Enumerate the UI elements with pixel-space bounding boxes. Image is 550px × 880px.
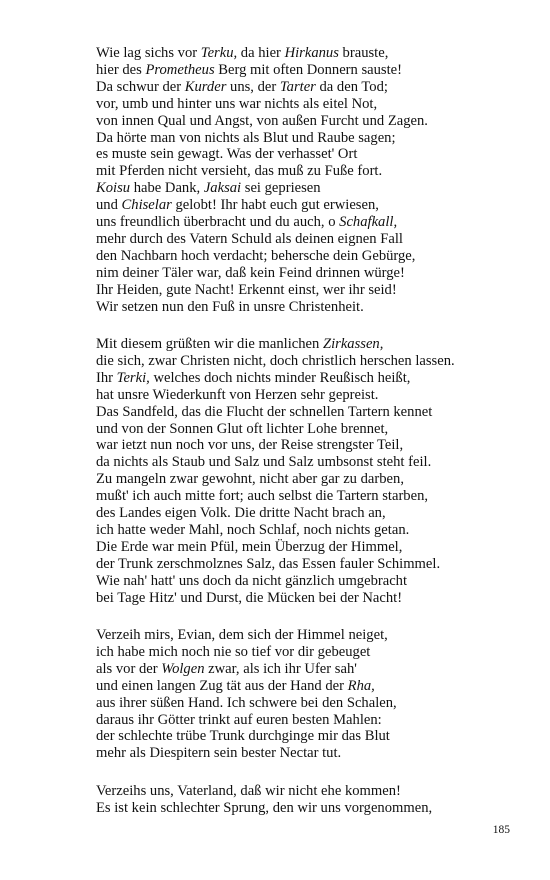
italic-name: Chiselar: [121, 197, 172, 214]
verse-line: [96, 539, 516, 556]
verse-text: mehr als Diespitern sein bester Nectar tut.: [96, 745, 342, 762]
verse-line: [96, 556, 516, 573]
verse-text: Ihr Heiden, gute Nacht! Erkennt einst, wer ihr seid!: [96, 281, 397, 298]
verse-text: ich hatte weder Mahl, noch Schlaf, noch nichts getan.: [96, 521, 410, 538]
verse-text: mit Pferden nicht versieht, das muß zu Fuße fort.: [96, 163, 383, 180]
verse-line: [96, 712, 516, 729]
verse-line: [96, 573, 516, 590]
verse-line: [96, 282, 516, 299]
italic-name: Zirkassen,: [322, 336, 384, 352]
verse-text: von innen Qual und Angst, von außen Furcht und Zagen.: [96, 112, 428, 129]
verse-line: [96, 488, 516, 505]
verse-text: brauste,: [338, 45, 389, 61]
verse-text: daraus ihr Götter trinkt auf euren besten Mahlen:: [96, 711, 382, 728]
italic-name: Terku,: [200, 45, 238, 61]
verse-line: [96, 130, 516, 147]
verse-line: [96, 454, 516, 471]
verse-line: [96, 800, 516, 817]
verse-line: [96, 590, 516, 607]
italic-name: Terki,: [116, 369, 150, 386]
verse-line: [96, 421, 516, 438]
stanza: [96, 45, 516, 316]
verse-text: da den Tod;: [315, 78, 388, 95]
verse-line: [96, 627, 516, 644]
italic-name: Prometheus: [145, 61, 215, 78]
verse-line: [96, 522, 516, 539]
verse-text: gelobt! Ihr habt euch gut erwiesen,: [171, 197, 379, 214]
verse-line: [96, 336, 516, 353]
verse-line: [96, 214, 516, 231]
verse-text: mußt' ich auch mitte fort; auch selbst die Tartern starben,: [96, 488, 429, 505]
verse-line: [96, 644, 516, 661]
verse-text: den Nachbarn hoch verdacht; behersche dein Gebürge,: [96, 247, 416, 264]
verse-line: [96, 299, 516, 316]
verse-text: uns, der: [226, 78, 280, 95]
verse-text: Die Erde war mein Pfül, mein Überzug der Himmel,: [96, 538, 403, 555]
verse-text: aus ihrer süßen Hand. Ich schwere bei den Schalen,: [96, 694, 397, 711]
verse-text: Wir setzen nun den Fuß in unsre Christenheit.: [96, 298, 364, 315]
stanza: [96, 627, 516, 762]
poem-text: [96, 45, 516, 837]
italic-name: Tarter: [279, 78, 316, 95]
verse-line: [96, 505, 516, 522]
verse-line: [96, 248, 516, 265]
verse-line: [96, 745, 516, 762]
verse-line: [96, 163, 516, 180]
verse-text: uns freundlich überbracht und du auch, o: [96, 214, 340, 231]
verse-line: [96, 387, 516, 404]
page-number: 185: [492, 824, 510, 836]
verse-line: [96, 180, 516, 197]
verse-line: [96, 146, 516, 163]
verse-text: es muste sein gewagt. Was der verhasset' Ort: [96, 146, 358, 163]
verse-line: [96, 113, 516, 130]
stanza: [96, 783, 516, 817]
verse-text: Berg mit often Donnern sauste!: [214, 61, 403, 78]
verse-line: [96, 661, 516, 678]
verse-line: [96, 437, 516, 454]
verse-text: nim deiner Täler war, daß kein Feind drinnen würge!: [96, 264, 405, 281]
verse-text: die sich, zwar Christen nicht, doch christlich herschen lassen.: [96, 352, 455, 369]
verse-text: des Landes eigen Volk. Die dritte Nacht brach an,: [96, 505, 386, 522]
verse-line: [96, 353, 516, 370]
verse-line: [96, 695, 516, 712]
verse-text: Verzeih mirs, Evian, dem sich der Himmel neiget,: [96, 627, 388, 643]
verse-text: Da schwur der: [96, 78, 185, 95]
verse-text: Ihr: [96, 369, 117, 386]
verse-text: ich habe mich noch nie so tief vor dir gebeuget: [96, 643, 371, 660]
verse-line: [96, 96, 516, 113]
verse-line: [96, 231, 516, 248]
verse-line: [96, 197, 516, 214]
verse-text: da hier: [237, 45, 285, 61]
verse-line: [96, 404, 516, 421]
italic-name: Schafkall,: [339, 214, 398, 231]
verse-text: der Trunk zerschmolznes Salz, das Essen fauler Schimmel.: [96, 555, 441, 572]
verse-text: habe Dank,: [130, 180, 204, 197]
verse-line: [96, 471, 516, 488]
italic-name: Hirkanus: [284, 45, 339, 61]
verse-line: [96, 79, 516, 96]
verse-text: und: [96, 197, 122, 214]
italic-name: Rha,: [347, 677, 375, 694]
verse-text: bei Tage Hitz' und Durst, die Mücken bei der Nacht!: [96, 589, 403, 606]
verse-text: als vor der: [96, 660, 162, 677]
verse-line: [96, 678, 516, 695]
verse-text: Zu mangeln zwar gewohnt, nicht aber gar zu darben,: [96, 471, 404, 488]
stanza: [96, 336, 516, 607]
verse-text: hier des: [96, 61, 146, 78]
verse-text: und von der Sonnen Glut oft lichter Lohe brennet,: [96, 420, 389, 437]
verse-text: zwar, als ich ihr Ufer sah': [204, 660, 357, 677]
verse-text: Mit diesem grüßten wir die manlichen: [96, 336, 323, 352]
verse-line: [96, 370, 516, 387]
verse-text: vor, umb und hinter uns war nichts als eitel Not,: [96, 95, 378, 112]
verse-text: welches doch nichts minder Reußisch heißt,: [149, 369, 411, 386]
verse-text: der schlechte trübe Trunk durchginge mir das Blut: [96, 728, 390, 745]
verse-text: und einen langen Zug tät aus der Hand der: [96, 677, 348, 694]
verse-text: war ietzt nun noch vor uns, der Reise strengster Teil,: [96, 437, 404, 454]
italic-name: Kurder: [184, 78, 227, 95]
verse-line: [96, 265, 516, 282]
verse-line: [96, 783, 516, 800]
italic-name: Koisu: [96, 180, 131, 197]
verse-text: Verzeihs uns, Vaterland, daß wir nicht ehe kommen!: [96, 782, 401, 799]
verse-text: Wie lag sichs vor: [96, 45, 201, 61]
verse-line: [96, 45, 516, 62]
italic-name: Wolgen: [161, 660, 205, 677]
verse-text: da nichts als Staub und Salz und Salz umbsonst steht feil.: [96, 454, 432, 471]
verse-text: Es ist kein schlechter Sprung, den wir uns vorgenommen,: [96, 799, 433, 816]
verse-text: hat unsre Wiederkunft von Herzen sehr gepreist.: [96, 386, 379, 403]
verse-text: Wie nah' hatt' uns doch da nicht gänzlich umgebracht: [96, 572, 408, 589]
verse-text: mehr durch des Vatern Schuld als deinen eignen Fall: [96, 230, 403, 247]
verse-text: Das Sandfeld, das die Flucht der schnellen Tartern kennet: [96, 403, 433, 420]
verse-text: sei gepriesen: [241, 180, 321, 197]
verse-line: [96, 728, 516, 745]
italic-name: Jaksai: [203, 180, 242, 197]
verse-text: Da hörte man von nichts als Blut und Raube sagen;: [96, 129, 396, 146]
verse-line: [96, 62, 516, 79]
